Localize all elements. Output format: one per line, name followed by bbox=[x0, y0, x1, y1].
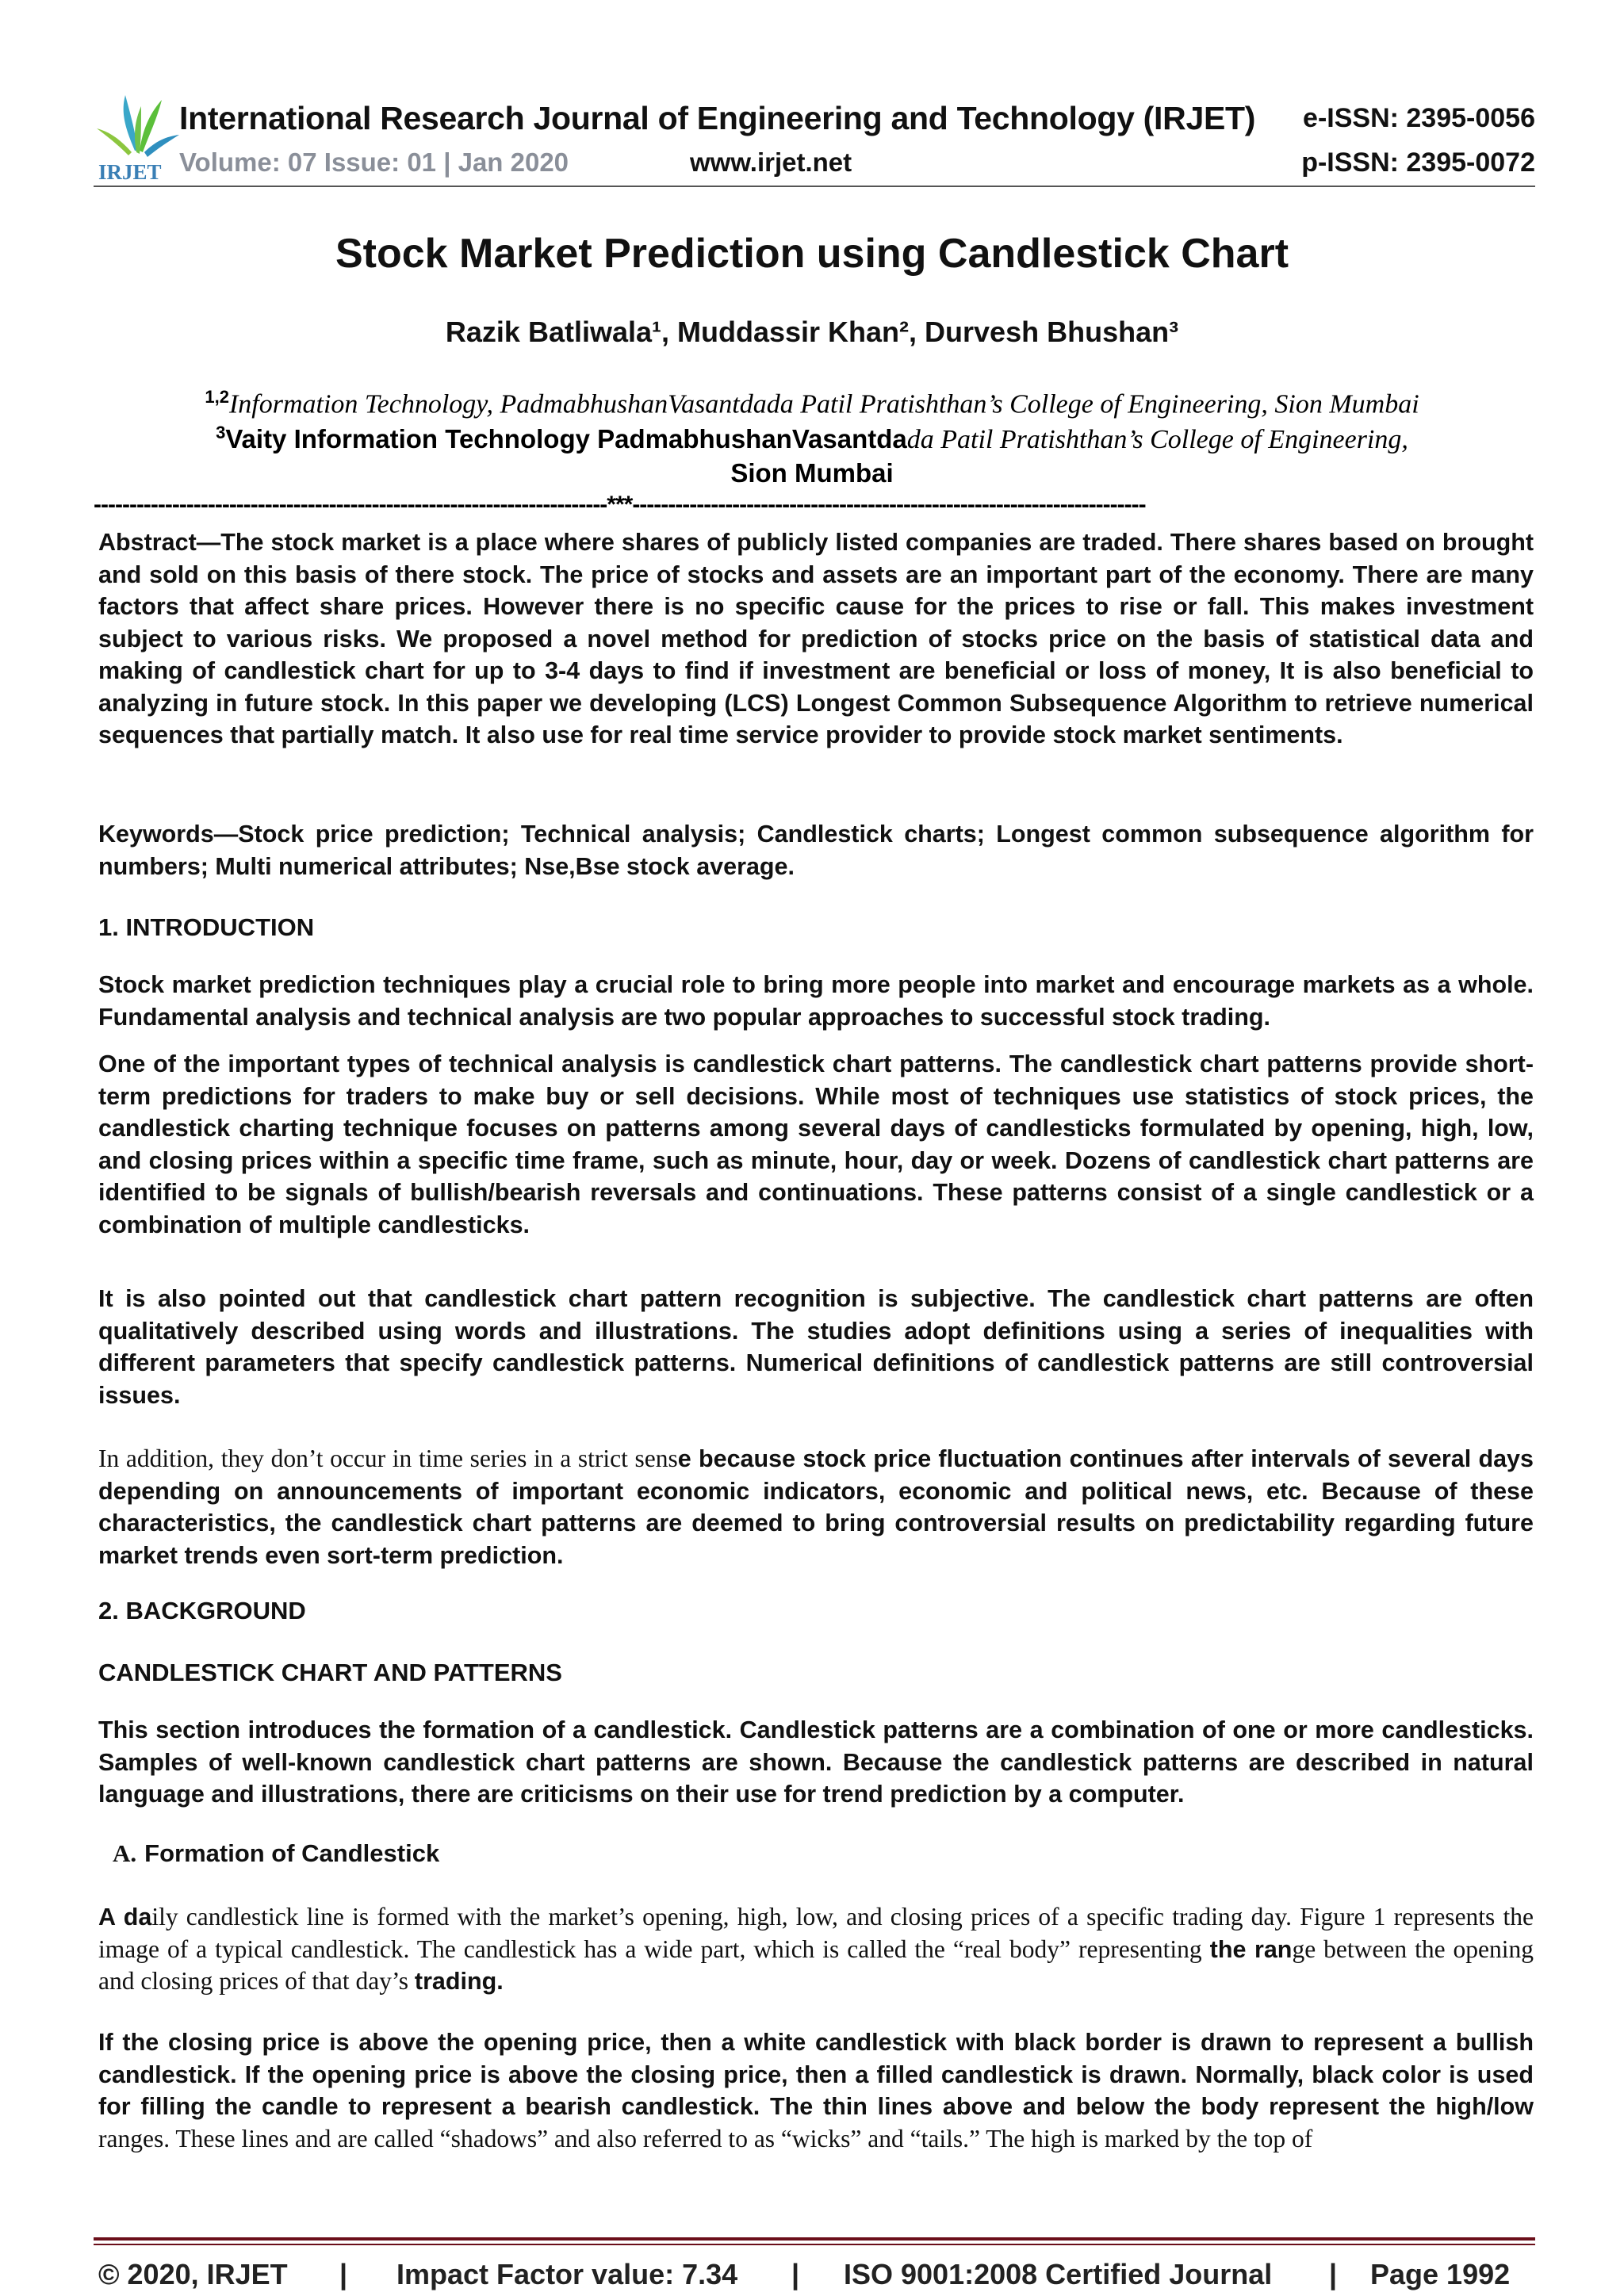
formation-title: Formation of Candlestick bbox=[144, 1839, 440, 1867]
author-list: Razik Batliwala¹, Muddassir Khan², Durvesh Bhushan³ bbox=[445, 316, 1179, 348]
paper-title: Stock Market Prediction using Candlestick Chart bbox=[335, 231, 1289, 277]
affiliation-2-sup: 3 bbox=[216, 423, 226, 442]
form-p1-bold-c: trading. bbox=[414, 1968, 504, 1995]
keywords-block bbox=[98, 818, 1534, 882]
abstract bbox=[98, 526, 1534, 752]
footer-copyright: © 2020, IRJET bbox=[98, 2258, 288, 2290]
section-separator: ------------------------------------------------------------------------***------------------------------------------------------------------------ bbox=[94, 492, 1146, 518]
intro-p4-bold: e because stock price fluctuation continues after intervals of several days depending on announcements of important economic indicators, economic and political news, etc. Because of these characteristics, the candlestick chart patterns are deemed to bring controversial results on predictability regarding future market trends even sort-term prediction. bbox=[98, 1445, 1534, 1569]
intro-paragraph-1: Stock market prediction techniques play a crucial role to bring more people into market and encourage markets as a whole. Fundamental analysis and technical analysis are two popular approaches to successful stock trading. bbox=[98, 971, 1534, 1031]
volume-issue: Volume: 07 Issue: 01 | Jan 2020 bbox=[179, 147, 569, 177]
formation-heading bbox=[98, 1839, 1534, 1868]
formation-paragraph-2 bbox=[98, 2026, 1534, 2155]
intro-paragraph-4 bbox=[98, 1443, 1534, 1571]
background-paragraph: This section introduces the formation of a candlestick. Candlestick patterns are a combination of one or more candlesticks. Samples of well-known candlestick chart patterns are shown. Because the candlestick patterns are described in natural language and illustrations, there are criticisms on their use for trend prediction by a computer. bbox=[98, 1716, 1534, 1808]
bg-p1-block bbox=[98, 1714, 1534, 1811]
footer-separator-1: | bbox=[339, 2258, 348, 2290]
affiliation-1-text: Information Technology, PadmabhushanVasantdada Patil Pratishthan’s College of Engineering, Sion Mumbai bbox=[228, 389, 1419, 419]
affiliation-3: Sion Mumbai bbox=[730, 458, 894, 488]
formation-p1-block bbox=[98, 1901, 1534, 1998]
form-p2-serif: ranges. These lines and are called “shadows” and also referred to as “wicks” and “tails.” The high is marked by the top of bbox=[98, 2124, 1313, 2152]
form-p1-serif-a: ily candlestick line is formed with the market’s opening, high, low, and closing prices of a specific trading day. Figure 1 represents the image of a typical candlestick. The candlestick has a wide part, which is called the “real body” representing bbox=[98, 1903, 1534, 1963]
abstract-text: —The stock market is a place where shares of publicly listed companies are traded. There shares based on brought and sold on this basis of there stock. The price of stocks and assets are an important part of the economy. There are many factors that affect share prices. However there is no specific cause for the prices to rise or fall. This makes investment subject to various risks. We proposed a novel method for prediction of stocks price on the basis of statistical data and making of candlestick chart for up to 3-4 days to find if investment are beneficial or loss of money, It is also beneficial to analyzing in future stock. In this paper we developing (LCS) Longest Common Subsequence Algorithm to retrieve numerical sequences that partially match. It also use for real time service provider to provide stock market sentiments. bbox=[98, 529, 1534, 748]
journal-header bbox=[94, 89, 1535, 184]
footer-rule-thick bbox=[94, 2237, 1535, 2241]
footer-page-number: Page 1992 bbox=[1370, 2258, 1511, 2290]
intro-heading-block bbox=[98, 913, 1534, 942]
formation-heading-block bbox=[98, 1839, 1534, 1868]
bg-heading-block bbox=[98, 1597, 1534, 1625]
journal-name: International Research Journal of Engineering and Technology (IRJET) bbox=[179, 100, 1256, 136]
form-p1-serif-b: ge between the opening and closing prices of that day’s bbox=[98, 1934, 1534, 1995]
formation-letter: A. bbox=[113, 1839, 137, 1867]
header-divider bbox=[94, 186, 1535, 187]
bg-sub-block bbox=[98, 1659, 1534, 1687]
footer-separator-2: | bbox=[791, 2258, 800, 2290]
e-issn: e-ISSN: 2395-0056 bbox=[1303, 103, 1535, 133]
abstract-label: Abstract bbox=[98, 529, 197, 556]
footer-impact-factor: Impact Factor value: 7.34 bbox=[396, 2258, 738, 2290]
intro-p4-block bbox=[98, 1443, 1534, 1571]
affiliation-2-italic: da Patil Pratishthan’s College of Engineering, bbox=[906, 425, 1408, 454]
intro-paragraph-2: One of the important types of technical analysis is candlestick chart patterns. The candlestick chart patterns provide short-term predictions for traders to make buy or sell decisions. While most of techniques use statistics of stock prices, the candlestick charting technique focuses on patterns among several days of candlesticks formulated by opening, high, low, and closing prices within a specific time frame, such as minute, hour, day or week. Dozens of candlestick chart patterns are identified to be signals of bullish/bearish reversals and continuations. These patterns consist of a single candlestick or a combination of multiple candlesticks. bbox=[98, 1050, 1534, 1238]
footer-separator-3: | bbox=[1329, 2258, 1338, 2290]
form-p1-bold-b: the ran bbox=[1209, 1935, 1293, 1963]
affiliation-1-sup: 1,2 bbox=[205, 387, 229, 407]
candlestick-subheading: CANDLESTICK CHART AND PATTERNS bbox=[98, 1659, 562, 1686]
affiliation-1 bbox=[0, 387, 1624, 419]
abstract-block bbox=[98, 526, 1534, 752]
affiliation-2 bbox=[0, 423, 1624, 455]
intro-p3-block bbox=[98, 1283, 1534, 1411]
intro-paragraph-3: It is also pointed out that candlestick chart pattern recognition is subjective. The candlestick chart patterns are often qualitatively described using words and illustrations. The studies adopt definitions using a series of inequalities with different parameters that specify candlestick patterns. Numerical definitions of candlestick patterns are still controversial issues. bbox=[98, 1285, 1534, 1409]
form-p1-bold-a: A da bbox=[98, 1904, 152, 1931]
footer-iso: ISO 9001:2008 Certified Journal bbox=[844, 2258, 1273, 2290]
keywords bbox=[98, 818, 1534, 882]
intro-p4-serif: In addition, they don’t occur in time series in a strict sens bbox=[98, 1445, 678, 1472]
formation-p2-block bbox=[98, 2026, 1534, 2155]
keywords-text: —Stock price prediction; Technical analysis; Candlestick charts; Longest common subsequence algorithm for numbers; Multi numerical attributes; Nse,Bse stock average. bbox=[98, 821, 1534, 880]
footer-rule-thin bbox=[94, 2244, 1535, 2245]
p-issn: p-ISSN: 2395-0072 bbox=[1301, 147, 1535, 178]
intro-p2-block bbox=[98, 1048, 1534, 1241]
journal-url[interactable]: www.irjet.net bbox=[690, 147, 852, 177]
form-p2-bold: If the closing price is above the opening price, then a white candlestick with black border is drawn to represent a bullish candlestick. If the opening price is above the closing price, then a filled candlestick is drawn. Normally, black color is used for filling the candle to represent a bearish candlestick. The thin lines above and below the body represent the high/low bbox=[98, 2029, 1534, 2120]
intro-p1-block bbox=[98, 969, 1534, 1033]
affiliation-2-bold: Vaity Information Technology PadmabhushanVasantda bbox=[225, 424, 907, 453]
formation-paragraph-1 bbox=[98, 1901, 1534, 1998]
irjet-logo-icon bbox=[94, 89, 181, 184]
background-heading: 2. BACKGROUND bbox=[98, 1597, 306, 1624]
svg-text:IRJET: IRJET bbox=[98, 160, 162, 184]
intro-heading: 1. INTRODUCTION bbox=[98, 913, 315, 941]
keywords-label: Keywords bbox=[98, 821, 214, 848]
